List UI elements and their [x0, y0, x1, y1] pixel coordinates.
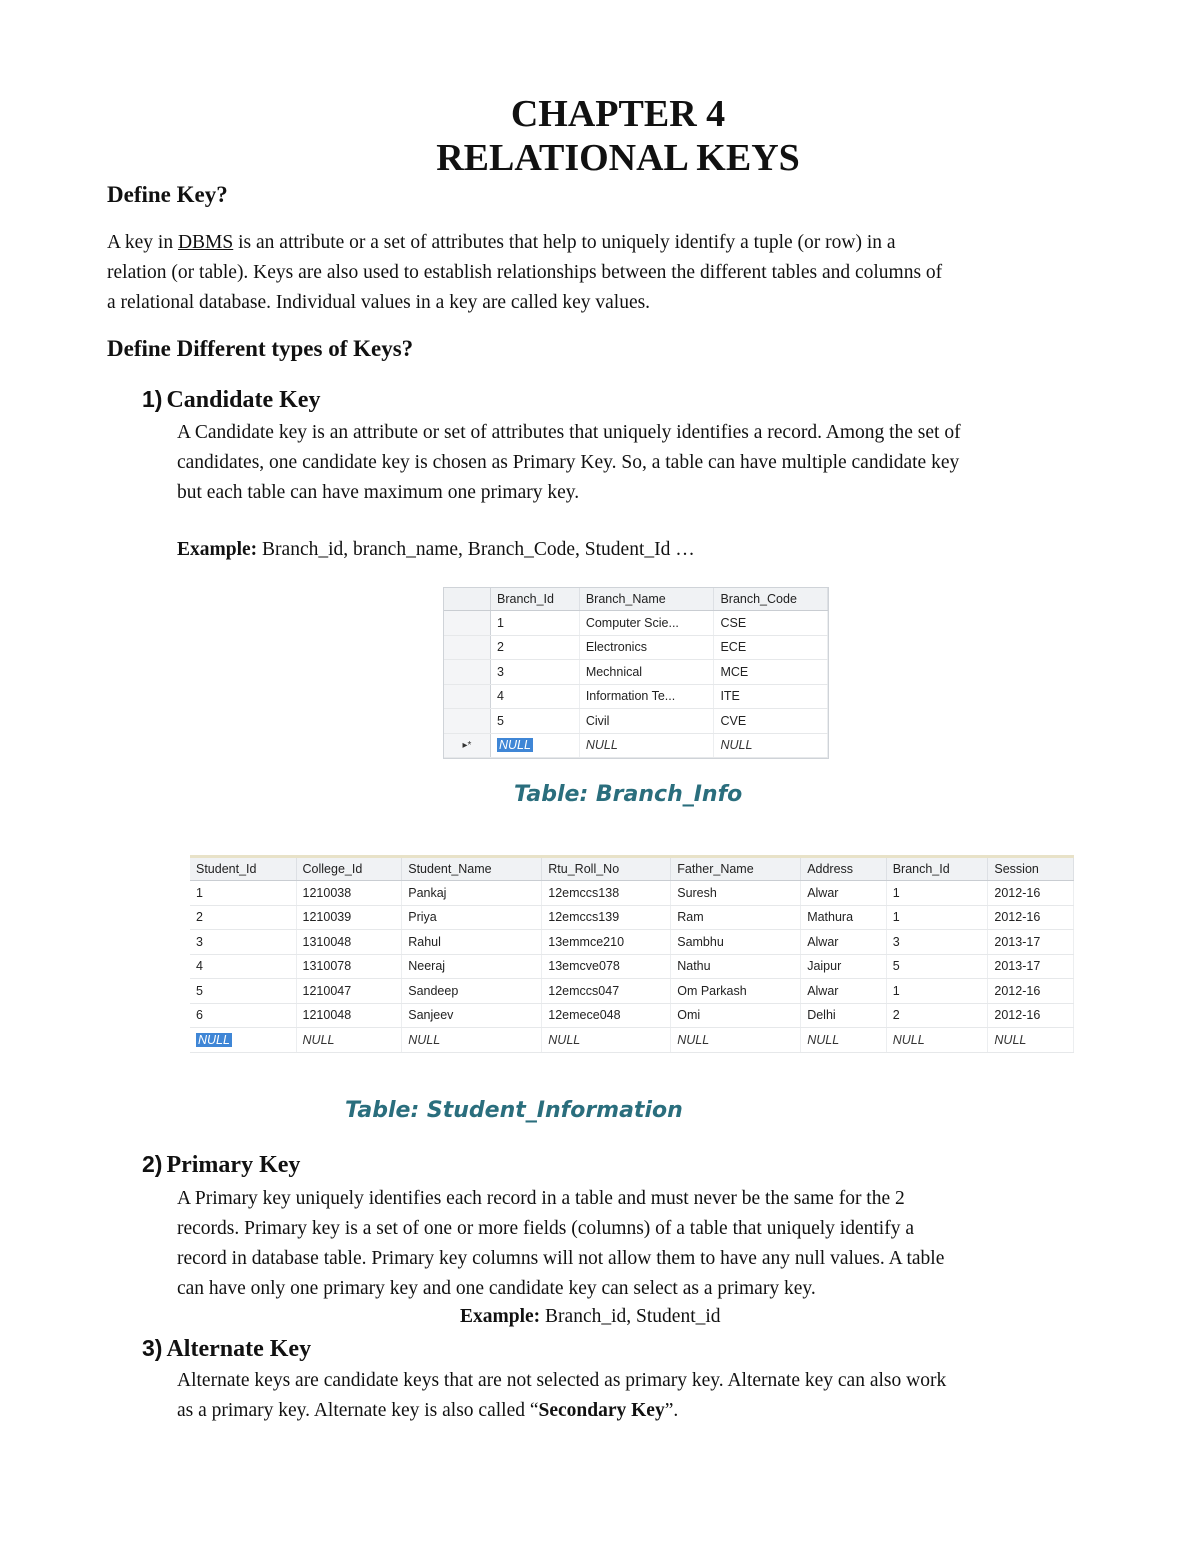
secondary-key-term: Secondary Key	[538, 1400, 665, 1421]
define-key-paragraph	[107, 228, 1127, 318]
column-header[interactable]: Father_Name	[671, 858, 801, 881]
column-header[interactable]: Branch_Name	[579, 588, 714, 611]
column-header[interactable]: Rtu_Roll_No	[542, 858, 671, 881]
define-key-line-1: A key in DBMS is an attribute or a set of attributes that help to uniquely identify a tuple (or row) in a	[107, 232, 896, 253]
table-row[interactable]: 4 1310078 Neeraj 13emcve078 Nathu Jaipur 5 2013-17	[190, 954, 1074, 979]
new-row[interactable]: NULL NULL NULL NULL NULL NULL NULL NULL	[190, 1028, 1074, 1053]
define-key-line-3: a relational database. Individual values in a key are called key values.	[107, 292, 651, 313]
branch-info-table	[443, 587, 829, 759]
new-row[interactable]: ▸* NULL NULL NULL	[444, 733, 828, 758]
column-header[interactable]: Address	[801, 858, 887, 881]
primary-example: Example: Branch_id, Student_id	[460, 1306, 721, 1327]
table-row[interactable]: 3 Mechnical MCE	[444, 660, 828, 685]
new-row-marker-icon: ▸*	[444, 733, 491, 758]
table-row[interactable]: 5 Civil CVE	[444, 709, 828, 734]
chapter-number: CHAPTER 4	[510, 93, 726, 135]
table-row[interactable]: 4 Information Te... ITE	[444, 684, 828, 709]
column-header[interactable]: Student_Id	[190, 858, 296, 881]
column-header[interactable]: Session	[988, 858, 1074, 881]
table-row[interactable]: 6 1210048 Sanjeev 12emece048 Omi Delhi 2 2012-16	[190, 1003, 1074, 1028]
define-key-heading: Define Key?	[107, 182, 228, 207]
student-table-caption: Table: Student_Information	[345, 1098, 683, 1123]
column-header[interactable]: Student_Name	[402, 858, 542, 881]
table-row[interactable]: 5 1210047 Sandeep 12emccs047 Om Parkash Alwar 1 2012-16	[190, 979, 1074, 1004]
selected-cell[interactable]: NULL	[198, 1032, 230, 1047]
table-row[interactable]: 2 Electronics ECE	[444, 635, 828, 660]
branch-table-caption: Table: Branch_Info	[514, 782, 743, 807]
column-header[interactable]: Branch_Code	[714, 588, 828, 611]
column-header[interactable]: Branch_Id	[886, 858, 988, 881]
selected-cell[interactable]: NULL	[499, 738, 531, 753]
candidate-example: Example: Branch_id, branch_name, Branch_Code, Student_Id …	[177, 539, 695, 560]
column-header[interactable]: Branch_Id	[491, 588, 580, 611]
alternate-key-paragraph: Alternate keys are candidate keys that are not selected as primary key. Alternate key can also work as a primary key. Alternate key is also called “Secondary Key”.	[177, 1370, 947, 1421]
column-header[interactable]: College_Id	[296, 858, 402, 881]
types-heading: Define Different types of Keys?	[107, 336, 414, 361]
table-row[interactable]: 1 1210038 Pankaj 12emccs138 Suresh Alwar 1 2012-16	[190, 881, 1074, 906]
student-information-table	[190, 855, 1074, 1053]
candidate-key-paragraph: A Candidate key is an attribute or set of attributes that uniquely identifies a record. Among the set of candidates, one candidate key is chosen as Primary Key. So, a table can have multiple candidate key but each table can have maximum one primary key.	[177, 422, 961, 503]
dbms-link[interactable]: DBMS	[177, 232, 234, 253]
alternate-key-heading: 3) Alternate Key	[142, 1335, 312, 1362]
table-row[interactable]: 2 1210039 Priya 12emccs139 Ram Mathura 1 2012-16	[190, 905, 1074, 930]
candidate-key-heading: 1) Candidate Key	[142, 386, 321, 413]
table-row[interactable]: 3 1310048 Rahul 13emmce210 Sambhu Alwar 3 2013-17	[190, 930, 1074, 955]
table-row[interactable]: 1 Computer Scie... CSE	[444, 611, 828, 636]
primary-key-heading: 2) Primary Key	[142, 1151, 301, 1178]
chapter-title: RELATIONAL KEYS	[436, 137, 800, 179]
define-key-line-2: relation (or table). Keys are also used to establish relationships between the different tables and columns of	[107, 262, 943, 283]
primary-key-paragraph: A Primary key uniquely identifies each record in a table and must never be the same for the 2 records. Primary key is a set of one or more fields (columns) of a table that uniquely identify a record in database table. Primary key columns will not allow them to have any null values. A table can have only one primary key and one candidate key can select as a primary key.	[177, 1188, 945, 1299]
